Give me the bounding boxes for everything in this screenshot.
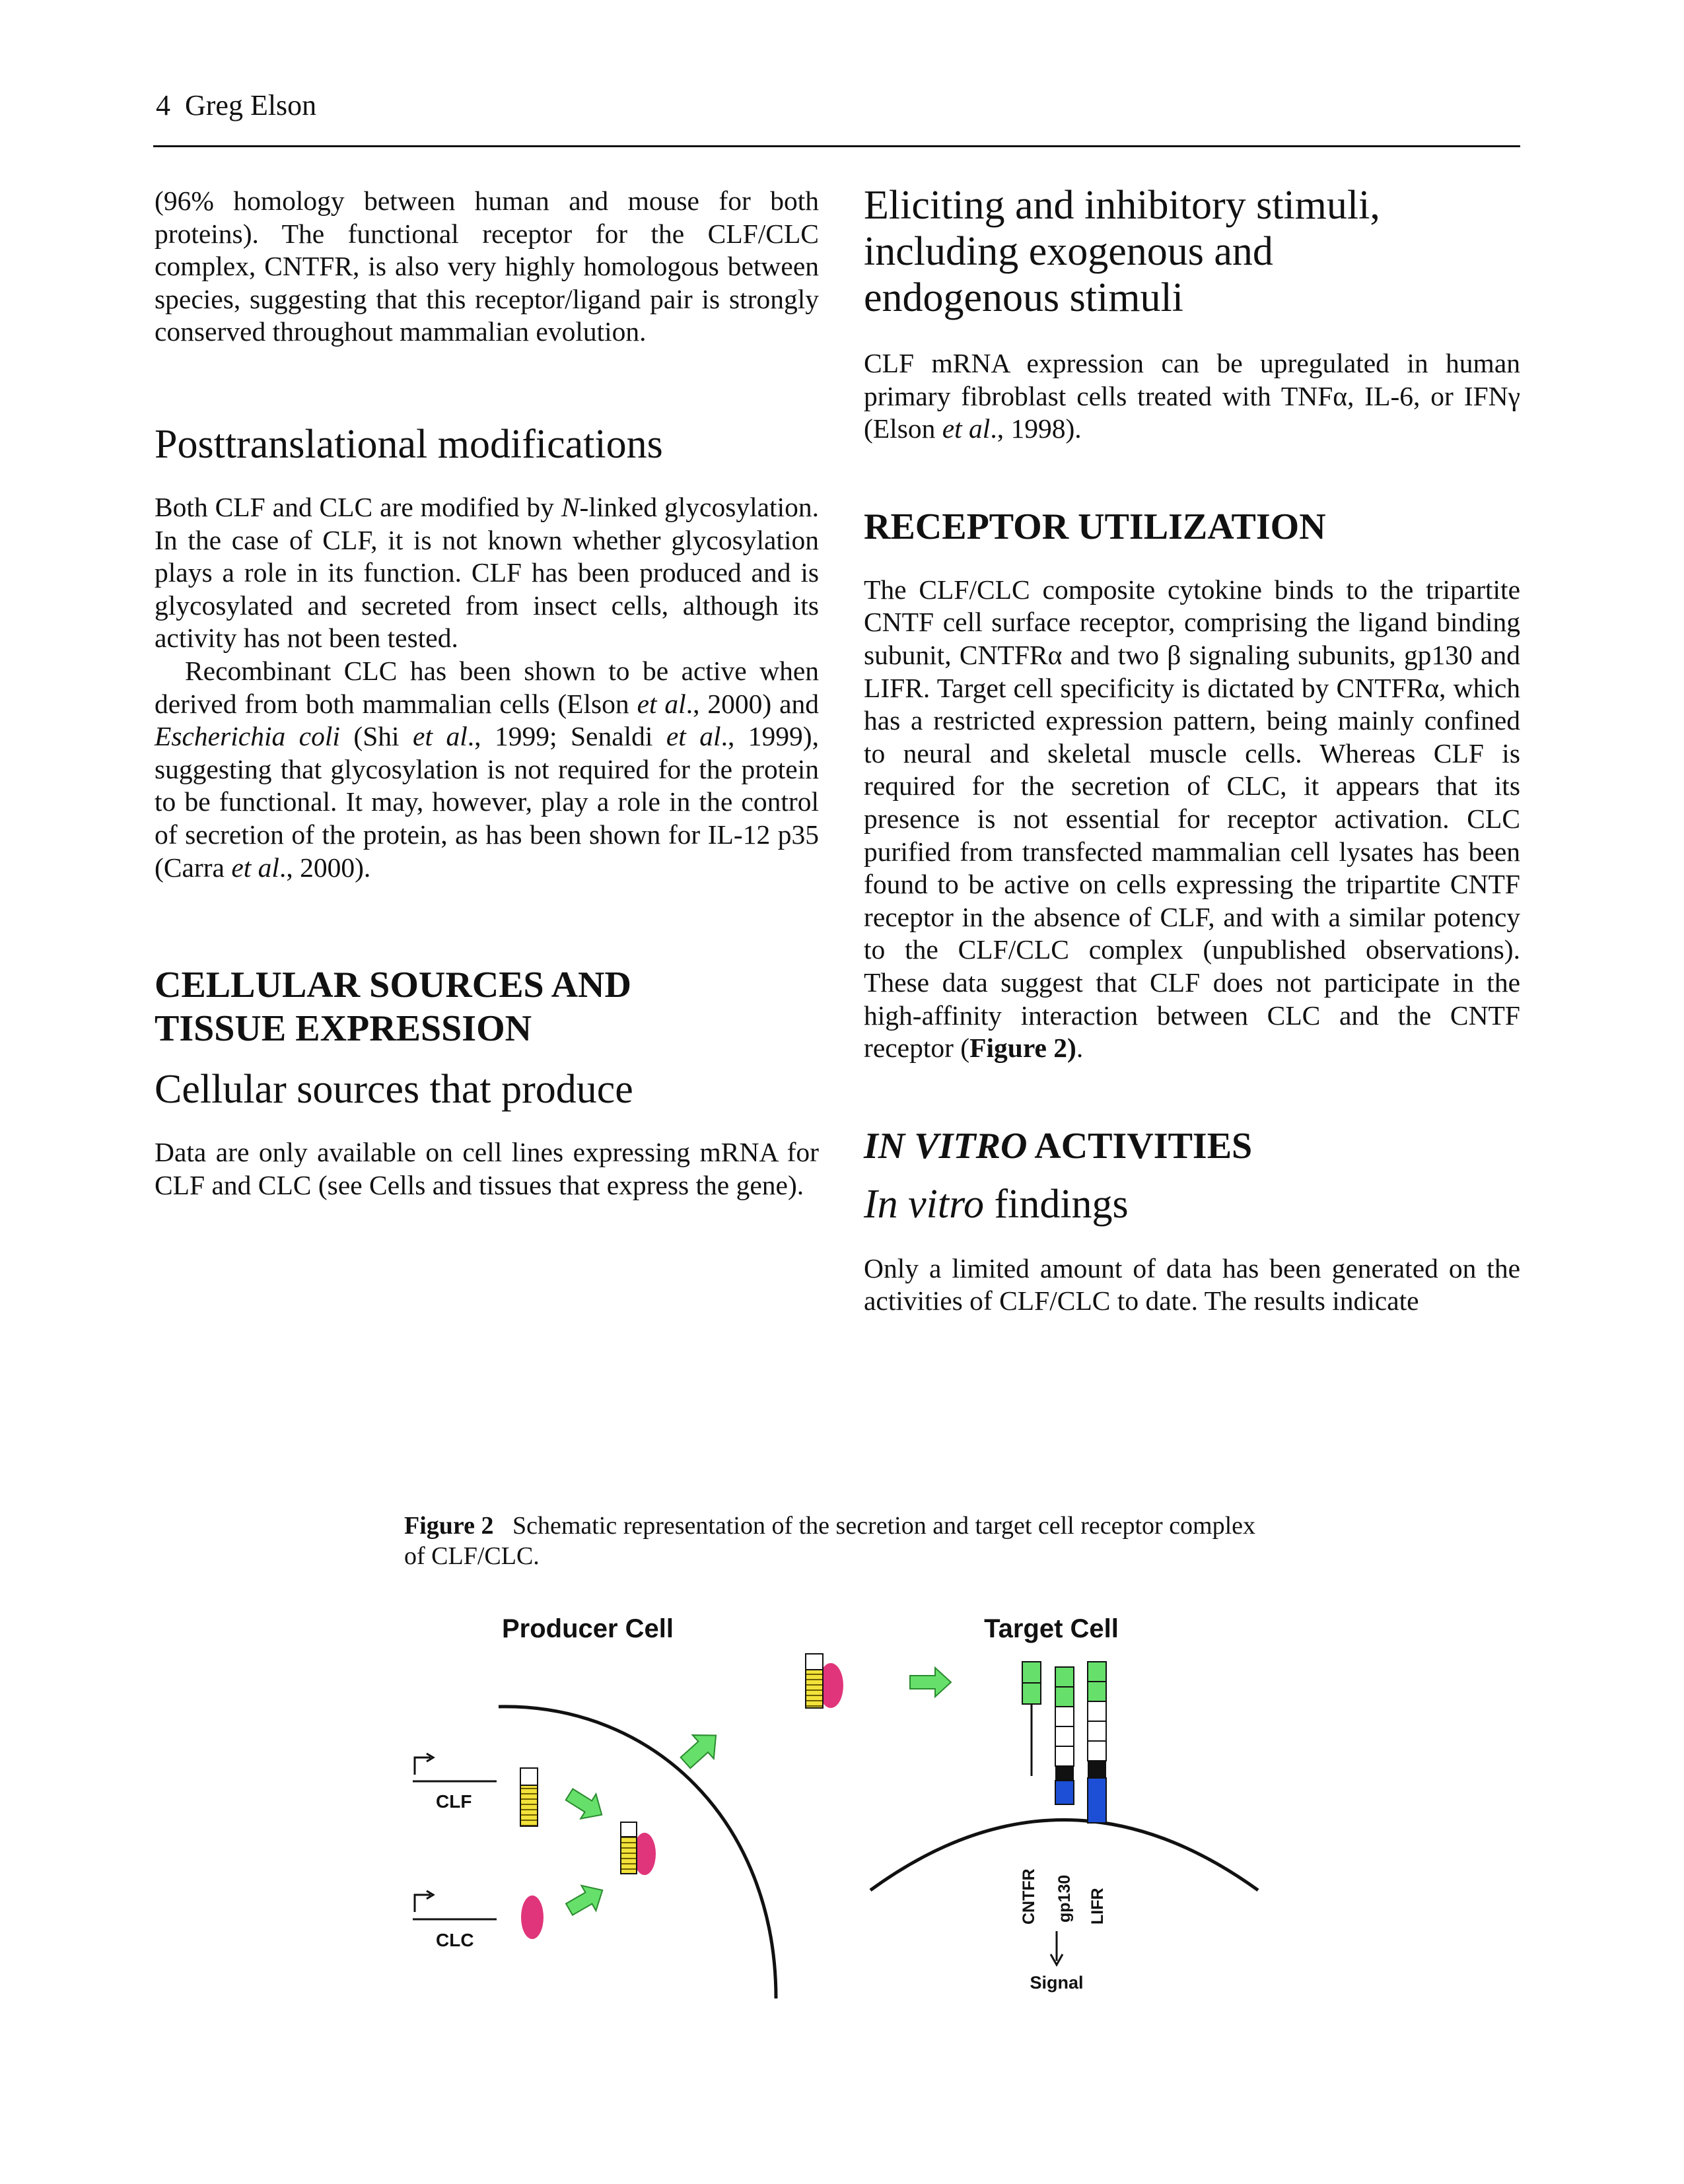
signal-label: Signal [1030,1973,1084,1993]
receptor-label-cntfr: CNTFR [1020,1868,1038,1925]
arrow-clc-to-complex [562,1878,610,1922]
paragraph-homology: (96% homology between human and mouse for both proteins). The functional receptor for the CLF/CLC complex, CNTFR, is also very highly homologous between species, suggesting that this receptor/ligand pair is strongly conserved throughout mammalian evolution. [155,186,819,347]
section-cellular-sources: CELLULAR SOURCES AND TISSUE EXPRESSION [155,965,631,1050]
figure-label: Figure 2 [404,1512,494,1540]
heading-cellular-sources: Cellular sources that produce [155,1067,633,1112]
paragraph-cell-lines: Data are only available on cell lines expressing mRNA for CLF and CLC (see Cells and tissues that express the gene). [155,1137,819,1200]
arrow-secretion [675,1724,726,1775]
page-header [153,88,1520,147]
running-head [156,88,316,122]
heading-posttranslational: Posttranslational modifications [155,421,663,467]
gene-clf [413,1754,497,1812]
paragraph-receptor: The CLF/CLC composite cytokine binds to the tripartite CNTF cell surface receptor, comprising the ligand binding subunit, CNTFRα and two β signaling subunits, gp130 and LIFR. Target cell specificity is dictated by CNTFRα, which has a restricted expression pattern, being mainly confined to neural and skeletal muscle cells. Whereas CLF is required for the secretion of CLC, it appears that its presence is not essential for receptor activation. CLC purified from transfected mammalian cell lysates has been found to be active on cells expressing the tripartite CNTF receptor in the absence of CLF, and with a similar potency to the CLF/CLC complex (unpublished observations). These data suggest that CLF does not participate in the high-affinity interaction between CLC and the CNTF receptor (Figure 2). [864,574,1520,1064]
receptor-label-lifr: LIFR [1088,1888,1107,1925]
figure-reference[interactable]: Figure 2) [969,1033,1076,1064]
gene-label-clc: CLC [436,1930,474,1950]
paragraph-mrna-expression: CLF mRNA expression can be upregulated in human primary fibroblast cells treated with TNFα, IL-6, or IFNγ (Elson et al., 1998). [864,348,1520,444]
right-column [864,185,1520,1318]
producer-cell-title: Producer Cell [501,1614,674,1643]
gene-label-clf: CLF [436,1791,472,1812]
paragraph-glycosylation: Both CLF and CLC are modified by N-linked glycosylation. In the case of CLF, it is not known whether glycosylation plays a role in its function. CLF has been produced and is glycosylated and secreted from insect cells, although its activity has not been tested. [155,491,819,654]
author-name: Greg Elson [185,89,317,121]
section-receptor-utilization: RECEPTOR UTILIZATION [864,506,1326,547]
target-cell-title: Target Cell [984,1614,1119,1643]
receptor-gp130 [1055,1667,1074,1923]
gene-clc [413,1891,497,1950]
receptor-cntfr [1020,1662,1041,1925]
heading-eliciting-stimuli: Eliciting and inhibitory stimuli, including exogenous and endogenous stimuli [864,183,1380,320]
heading-in-vitro-findings: In vitro findings [864,1181,1129,1227]
clc-protein [521,1895,544,1939]
arrow-to-receptor [910,1668,951,1697]
receptor-lifr [1088,1662,1107,1925]
section-in-vitro-activities: IN VITRO ACTIVITIES [864,1125,1253,1167]
arrow-clf-to-complex [561,1782,610,1827]
paragraph-in-vitro: Only a limited amount of data has been generated on the activities of CLF/CLC to date. The results indicate [864,1252,1520,1316]
figure-caption [404,1511,1269,1571]
paragraph-recombinant-clc: Recombinant CLC has been shown to be active when derived from both mammalian cells (Elson et al., 2000) and Escherichia coli (Shi et al., 1999; Senaldi et al., 1999), suggesting that glycosylation is not required for the protein to be functional. It may, however, play a role in the control of secretion of the protein, as has been shown for IL-12 p35 (Carra et al., 2000). [155,655,820,883]
page-number: 4 [156,89,170,121]
receptor-label-gp130: gp130 [1055,1874,1074,1923]
figure-2-diagram [396,1598,1281,2007]
left-column [155,185,819,1202]
clf-clc-complex-intracellular [621,1822,656,1875]
signal-arrow [1051,1931,1063,1965]
figure-caption-text: Schematic representation of the secretion and target cell receptor complex of CLF/CLC. [404,1512,1256,1570]
clf-clc-complex-secreted [806,1654,843,1708]
clf-protein [520,1768,538,1826]
